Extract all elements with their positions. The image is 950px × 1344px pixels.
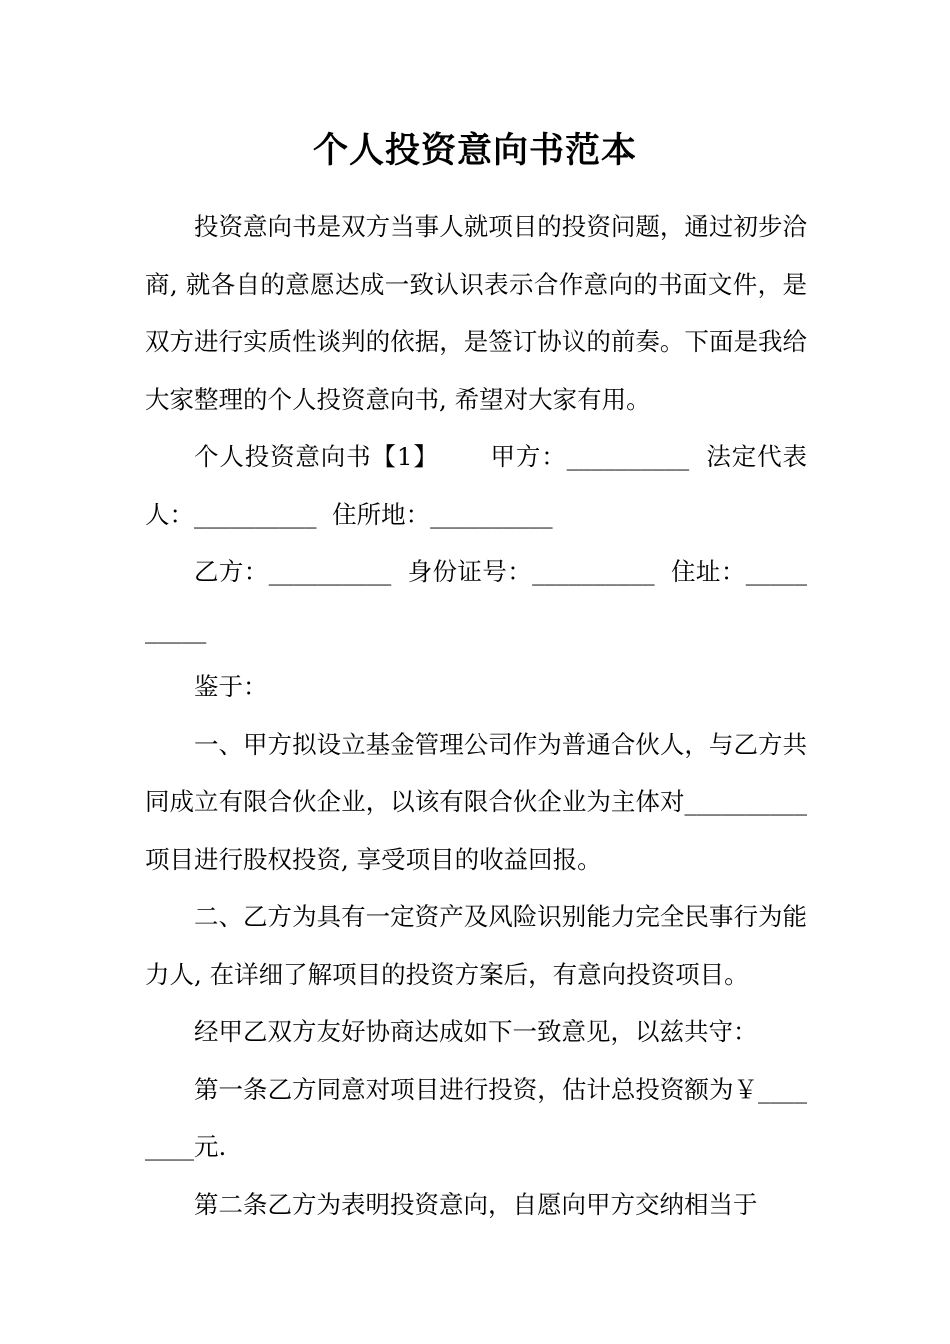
party-b-paragraph: 乙方：__________ 身份证号：__________ 住址：__________ bbox=[145, 557, 807, 644]
recital-one: 一、甲方拟设立基金管理公司作为普通合伙人，与乙方共同成立有限合伙企业，以该有限合伙企业为主体对__________项目进行股权投资, 享受项目的收益回报。 bbox=[145, 729, 807, 874]
document-body bbox=[145, 198, 807, 1233]
party-a-paragraph: 个人投资意向书【1】 甲方：__________ 法定代表人：__________ 住所地：__________ bbox=[145, 442, 807, 529]
document-title: 个人投资意向书范本 bbox=[312, 130, 637, 171]
article-two: 第二条乙方为表明投资意向，自愿向甲方交纳相当于 bbox=[194, 1189, 758, 1219]
agreement-intro: 经甲乙双方友好协商达成如下一致意见，以兹共守： bbox=[194, 1017, 758, 1046]
whereas-heading: 鉴于： bbox=[194, 672, 268, 701]
intro-paragraph: 投资意向书是双方当事人就项目的投资问题，通过初步洽商, 就各自的意愿达成一致认识表示合作意向的书面文件，是双方进行实质性谈判的依据，是签订协议的前奏。下面是我给大家整理的个人投资意向书, 希望对大家有用。 bbox=[145, 212, 807, 414]
article-one: 第一条乙方同意对项目进行投资，估计总投资额为￥________元. bbox=[145, 1074, 807, 1161]
recital-two: 二、乙方为具有一定资产及风险识别能力完全民事行为能力人, 在详细了解项目的投资方案后，有意向投资项目。 bbox=[145, 902, 807, 989]
